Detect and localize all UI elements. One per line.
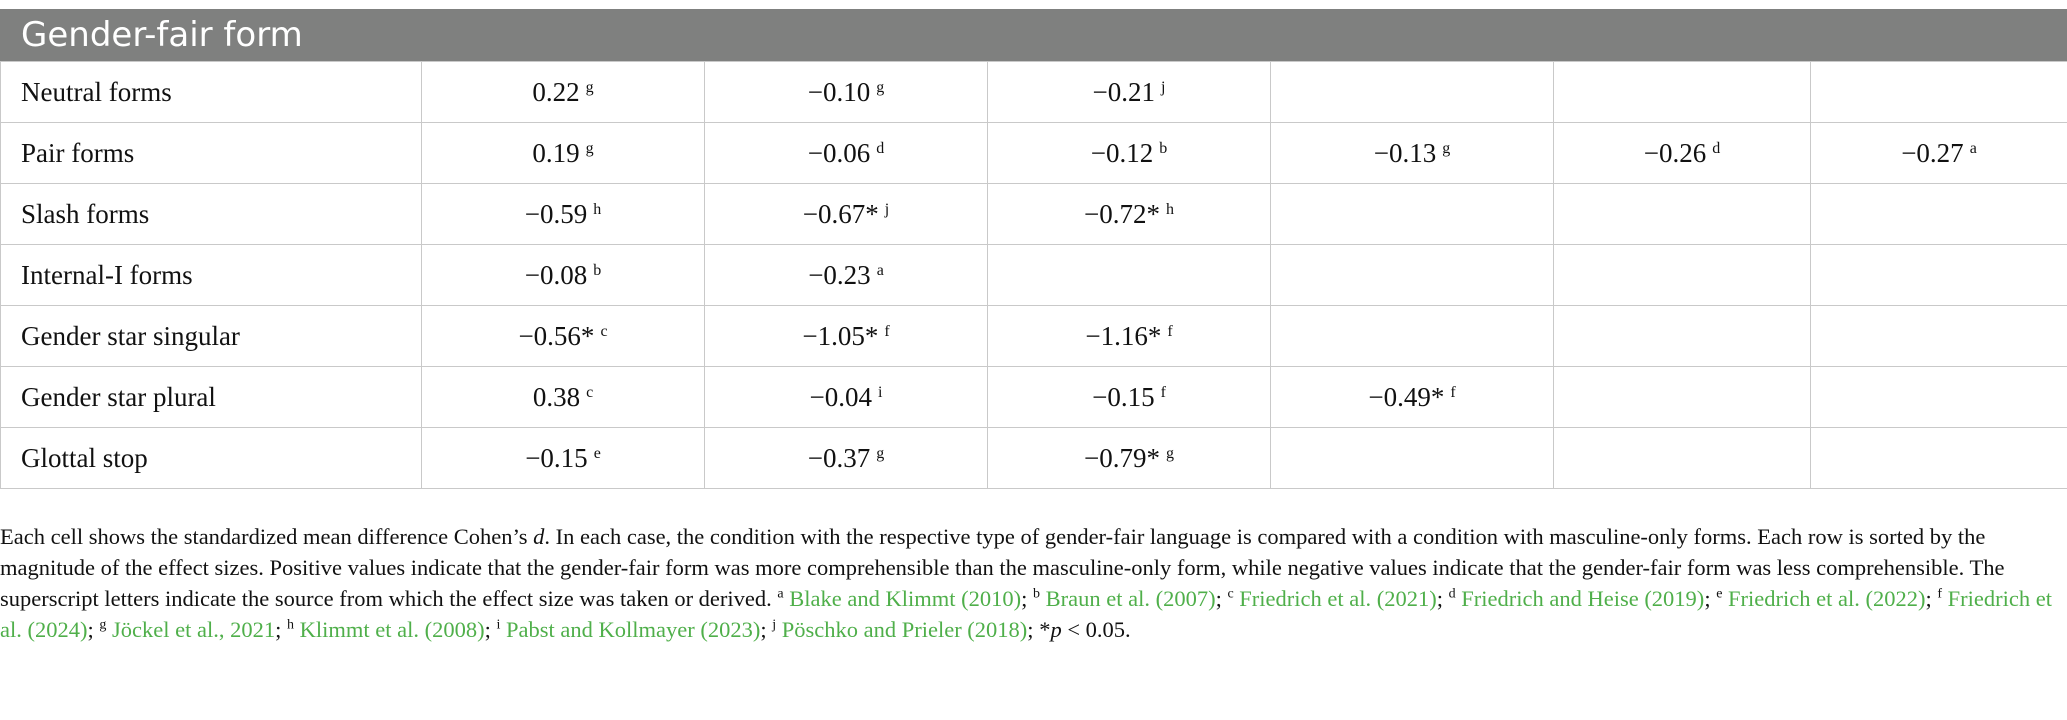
table-header: Gender-fair form	[0, 9, 2067, 61]
effect-cell	[422, 306, 705, 367]
reference-link[interactable]: Friedrich et al. (2021)	[1239, 586, 1437, 611]
reference-superscript: g	[99, 617, 107, 633]
effect-cell	[1271, 184, 1554, 245]
reference-superscript: c	[1227, 586, 1234, 602]
table-row	[1, 306, 2067, 367]
effect-cell	[1811, 184, 2067, 245]
source-superscript: h	[593, 200, 602, 218]
effect-cell	[1554, 184, 1811, 245]
effect-value: −0.56*	[518, 320, 595, 351]
reference-link[interactable]: Friedrich and Heise (2019)	[1461, 586, 1705, 611]
effect-value: −1.05*	[802, 320, 879, 351]
reference-link[interactable]: Braun et al. (2007)	[1045, 586, 1216, 611]
source-superscript: g	[585, 139, 594, 157]
effect-value: 0.19	[532, 137, 580, 168]
effect-value: −0.79*	[1084, 442, 1160, 473]
table-footnote	[0, 521, 2060, 645]
row-label: Pair forms	[1, 123, 422, 184]
effect-value: −0.37	[807, 442, 871, 473]
effect-value: −0.06	[807, 137, 871, 168]
note-intro-pre: Each cell shows the standardized mean difference Cohen’s	[0, 524, 534, 549]
effect-cell	[1811, 428, 2067, 489]
row-label: Neutral forms	[1, 62, 422, 123]
source-superscript: b	[1159, 139, 1168, 157]
effect-size-table	[0, 9, 2067, 489]
effect-cell	[705, 184, 988, 245]
effect-cell	[1811, 62, 2067, 123]
effect-cell	[422, 62, 705, 123]
source-superscript: b	[593, 261, 602, 279]
table-row	[1, 245, 2067, 306]
reference-superscript: e	[1716, 586, 1723, 602]
effect-cell	[988, 428, 1271, 489]
reference-link[interactable]: Blake and Klimmt (2010)	[789, 586, 1022, 611]
table-row	[1, 62, 2067, 123]
effect-cell	[1811, 123, 2067, 184]
effect-value: −0.21	[1092, 76, 1156, 107]
table-row	[1, 123, 2067, 184]
reference-superscript: f	[1937, 586, 1943, 602]
note-sig-pre: *	[1039, 617, 1051, 642]
effect-cell	[988, 123, 1271, 184]
reference-link[interactable]: Friedrich et al. (2024)	[0, 586, 2053, 642]
effect-cell	[988, 306, 1271, 367]
effect-cell	[422, 428, 705, 489]
table-row	[1, 428, 2067, 489]
source-superscript: c	[586, 383, 594, 401]
effect-cell	[422, 123, 705, 184]
effect-value: −0.26	[1643, 137, 1707, 168]
source-superscript: g	[876, 444, 885, 462]
effect-cell	[705, 62, 988, 123]
source-superscript: e	[593, 444, 601, 462]
reference-link[interactable]: Klimmt et al. (2008)	[299, 617, 485, 642]
source-superscript: d	[876, 139, 885, 157]
effect-cell	[988, 184, 1271, 245]
effect-cell	[705, 367, 988, 428]
effect-cell	[988, 245, 1271, 306]
note-sig-post: < 0.05.	[1061, 617, 1131, 642]
source-superscript: g	[1442, 139, 1451, 157]
source-superscript: c	[600, 322, 608, 340]
effect-cell	[1554, 367, 1811, 428]
source-superscript: h	[1165, 200, 1174, 218]
effect-cell	[1811, 306, 2067, 367]
effect-value: −0.15	[1092, 381, 1155, 412]
effect-cell	[1271, 62, 1554, 123]
source-superscript: f	[1167, 322, 1173, 340]
source-superscript: j	[1161, 78, 1166, 96]
source-superscript: j	[884, 200, 890, 218]
table-row	[1, 184, 2067, 245]
source-superscript: d	[1712, 139, 1721, 157]
row-label: Gender star plural	[1, 367, 422, 428]
effect-cell	[705, 245, 988, 306]
row-label: Glottal stop	[1, 428, 422, 489]
effect-cell	[1271, 428, 1554, 489]
results-table	[0, 61, 2067, 489]
effect-cell	[1271, 245, 1554, 306]
effect-value: 0.22	[532, 76, 580, 107]
effect-value: −0.12	[1090, 137, 1154, 168]
reference-superscript: b	[1032, 586, 1040, 602]
effect-cell	[1554, 123, 1811, 184]
source-superscript: g	[876, 78, 885, 96]
effect-value: −0.13	[1373, 137, 1437, 168]
row-label: Gender star singular	[1, 306, 422, 367]
effect-cell	[1554, 62, 1811, 123]
row-label: Slash forms	[1, 184, 422, 245]
reference-link[interactable]: Pabst and Kollmayer (2023)	[505, 617, 761, 642]
effect-value: −0.08	[524, 259, 588, 290]
reference-superscript: d	[1448, 586, 1456, 602]
source-superscript: g	[1165, 444, 1174, 462]
effect-cell	[1554, 245, 1811, 306]
effect-cell	[1811, 367, 2067, 428]
effect-value: −0.67*	[802, 198, 879, 229]
source-superscript: f	[1450, 383, 1456, 401]
effect-cell	[988, 62, 1271, 123]
effect-value: −0.15	[525, 442, 588, 473]
source-superscript: a	[1969, 139, 1977, 157]
source-superscript: f	[1160, 383, 1166, 401]
effect-cell	[1554, 306, 1811, 367]
effect-cell	[705, 428, 988, 489]
effect-value: −0.72*	[1084, 198, 1160, 229]
effect-cell	[705, 123, 988, 184]
reference-superscript: a	[777, 586, 784, 602]
reference-superscript: j	[772, 617, 777, 633]
note-intro-post: . In each case, the condition with the respective type of gender-fair language is compared with a condition with masculine-only forms. Each row is sorted by the magnitude of the effect sizes. Positive values indicate that the gender-fair form was more comprehensible than the masculine-only form, while negative values indicate that the gender-fair form was less comprehensible. The superscript letters indicate the source from which the effect size was taken or derived.	[0, 524, 2005, 611]
effect-value: −0.23	[808, 259, 871, 290]
effect-cell	[988, 367, 1271, 428]
effect-cell	[1554, 428, 1811, 489]
note-sig-p: p	[1050, 617, 1062, 642]
row-label: Internal-I forms	[1, 245, 422, 306]
reference-link[interactable]: Pöschko and Prieler (2018)	[781, 617, 1028, 642]
reference-superscript: i	[496, 617, 501, 633]
effect-cell	[422, 245, 705, 306]
effect-cell	[422, 367, 705, 428]
effect-cell	[1271, 367, 1554, 428]
source-superscript: a	[876, 261, 884, 279]
effect-cell	[705, 306, 988, 367]
source-superscript: f	[884, 322, 890, 340]
table-row	[1, 367, 2067, 428]
effect-cell	[1271, 123, 1554, 184]
effect-cell	[1811, 245, 2067, 306]
effect-value: −0.59	[524, 198, 588, 229]
source-superscript: i	[878, 383, 883, 401]
reference-link[interactable]: Friedrich et al. (2022)	[1728, 586, 1926, 611]
source-superscript: g	[585, 78, 594, 96]
effect-cell	[1271, 306, 1554, 367]
note-intro-d: d	[533, 524, 545, 549]
effect-value: −0.10	[807, 76, 871, 107]
effect-value: −0.04	[809, 381, 873, 412]
reference-list: $^a$ Blake and Klimmt (2010); $^b$ Braun et al. (2007); $^c$ Friedrich et al. (2021); $^d$ Friedrich and Heise (2019); $^e$ Friedrich et al. (2022); $^f$ Friedrich et al. (2024); $^g$ Jöckel et al., 2021; $^h$ Klimmt et al. (2008); $^i$ Pabst and Kollmayer (2023); $^j$ Pöschko and Prieler (2018);	[0, 586, 2053, 642]
effect-value: −1.16*	[1085, 320, 1162, 351]
effect-value: −0.49*	[1368, 381, 1445, 412]
effect-value: 0.38	[532, 381, 581, 412]
effect-value: −0.27	[1901, 137, 1964, 168]
reference-link[interactable]: Jöckel et al., 2021	[112, 617, 276, 642]
reference-superscript: h	[286, 617, 294, 633]
effect-cell	[422, 184, 705, 245]
